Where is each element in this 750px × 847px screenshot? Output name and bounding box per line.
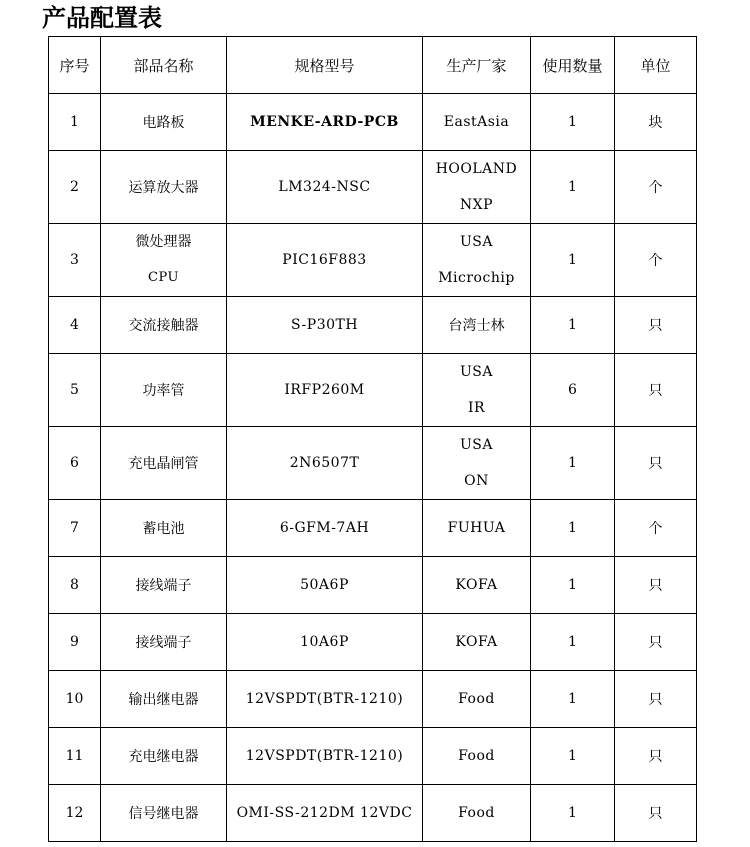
cell-quantity: 1 [531, 151, 615, 224]
cell-maker: FUHUA [423, 500, 531, 557]
cell-model: S-P30TH [227, 297, 423, 354]
table-row [49, 94, 697, 151]
cell-maker-line-2: ON [464, 473, 489, 489]
product-config-table [48, 36, 697, 842]
cell-part-name: 蓄电池 [101, 500, 227, 557]
header-model: 规格型号 [227, 37, 423, 94]
cell-part-name: 信号继电器 [101, 785, 227, 842]
cell-part-name-line-2: CPU [148, 270, 179, 285]
cell-maker [423, 427, 531, 500]
cell-quantity: 1 [531, 614, 615, 671]
cell-maker-line-1: USA [460, 364, 493, 380]
table-row [49, 354, 697, 427]
cell-part-name: 输出继电器 [101, 671, 227, 728]
cell-quantity: 1 [531, 297, 615, 354]
cell-part-name [101, 224, 227, 297]
cell-maker-line-2: Microchip [438, 270, 515, 286]
cell-index: 10 [49, 671, 101, 728]
cell-part-name: 接线端子 [101, 557, 227, 614]
cell-quantity: 1 [531, 785, 615, 842]
cell-unit: 只 [615, 728, 697, 785]
cell-model: 12VSPDT(BTR-1210) [227, 728, 423, 785]
cell-quantity: 1 [531, 500, 615, 557]
cell-model: 50A6P [227, 557, 423, 614]
table-row [49, 728, 697, 785]
cell-index: 11 [49, 728, 101, 785]
cell-model: 6-GFM-7AH [227, 500, 423, 557]
cell-unit: 块 [615, 94, 697, 151]
cell-part-name: 功率管 [101, 354, 227, 427]
cell-part-name: 交流接触器 [101, 297, 227, 354]
cell-maker: Food [423, 671, 531, 728]
header-maker: 生产厂家 [423, 37, 531, 94]
cell-maker-line-1: USA [460, 437, 493, 453]
table-row [49, 151, 697, 224]
cell-index: 9 [49, 614, 101, 671]
cell-part-name: 接线端子 [101, 614, 227, 671]
cell-quantity: 1 [531, 671, 615, 728]
cell-index: 3 [49, 224, 101, 297]
cell-quantity: 1 [531, 427, 615, 500]
document-title: 产品配置表 [42, 4, 162, 32]
table-row [49, 500, 697, 557]
cell-maker: KOFA [423, 557, 531, 614]
cell-quantity: 1 [531, 224, 615, 297]
cell-model: 10A6P [227, 614, 423, 671]
cell-maker-line-1: HOOLAND [435, 161, 518, 177]
table-header-row [49, 37, 697, 94]
header-unit: 单位 [615, 37, 697, 94]
cell-index: 8 [49, 557, 101, 614]
cell-quantity: 1 [531, 728, 615, 785]
table-row [49, 224, 697, 297]
cell-maker: EastAsia [423, 94, 531, 151]
table-row [49, 614, 697, 671]
cell-unit: 个 [615, 224, 697, 297]
cell-index: 1 [49, 94, 101, 151]
cell-unit: 只 [615, 297, 697, 354]
cell-maker-line-1: USA [460, 234, 493, 250]
cell-unit: 只 [615, 785, 697, 842]
cell-unit: 只 [615, 671, 697, 728]
cell-part-name: 电路板 [101, 94, 227, 151]
table-row [49, 427, 697, 500]
cell-quantity: 1 [531, 557, 615, 614]
cell-model: IRFP260M [227, 354, 423, 427]
cell-unit: 个 [615, 500, 697, 557]
cell-unit: 只 [615, 557, 697, 614]
cell-model: 2N6507T [227, 427, 423, 500]
table-row [49, 785, 697, 842]
cell-quantity: 1 [531, 94, 615, 151]
header-part-name: 部品名称 [101, 37, 227, 94]
cell-index: 6 [49, 427, 101, 500]
cell-index: 2 [49, 151, 101, 224]
cell-maker: KOFA [423, 614, 531, 671]
cell-part-name-line-1: 微处理器 [135, 234, 192, 250]
cell-index: 7 [49, 500, 101, 557]
cell-part-name: 充电晶闸管 [101, 427, 227, 500]
cell-unit: 只 [615, 427, 697, 500]
cell-model: MENKE-ARD-PCB [227, 94, 423, 151]
table-row [49, 557, 697, 614]
header-quantity: 使用数量 [531, 37, 615, 94]
cell-maker-line-2: IR [467, 400, 486, 416]
cell-unit: 个 [615, 151, 697, 224]
cell-quantity: 6 [531, 354, 615, 427]
cell-part-name: 运算放大器 [101, 151, 227, 224]
cell-maker: Food [423, 728, 531, 785]
cell-part-name: 充电继电器 [101, 728, 227, 785]
cell-maker [423, 151, 531, 224]
cell-model: 12VSPDT(BTR-1210) [227, 671, 423, 728]
cell-maker: 台湾士林 [423, 297, 531, 354]
cell-model: LM324-NSC [227, 151, 423, 224]
cell-unit: 只 [615, 354, 697, 427]
header-index: 序号 [49, 37, 101, 94]
table-row [49, 671, 697, 728]
cell-model: PIC16F883 [227, 224, 423, 297]
cell-index: 4 [49, 297, 101, 354]
cell-index: 12 [49, 785, 101, 842]
cell-maker [423, 354, 531, 427]
cell-maker-line-2: NXP [459, 197, 494, 213]
cell-unit: 只 [615, 614, 697, 671]
cell-maker: Food [423, 785, 531, 842]
table-row [49, 297, 697, 354]
cell-index: 5 [49, 354, 101, 427]
cell-model: OMI-SS-212DM 12VDC [227, 785, 423, 842]
cell-maker [423, 224, 531, 297]
